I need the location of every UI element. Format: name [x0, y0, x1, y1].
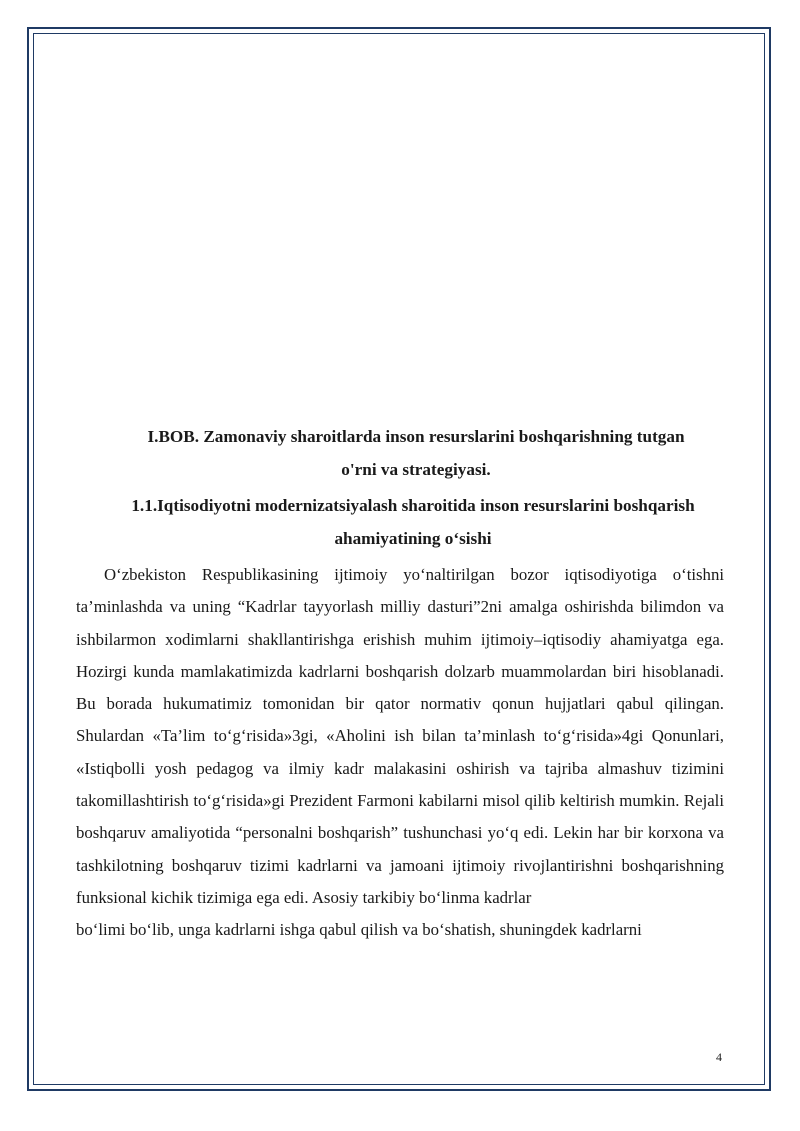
- chapter-title-line-2: o'rni va strategiyasi.: [341, 460, 491, 479]
- section-title-line-1: 1.1.Iqtisodiyotni modernizatsiyalash sharoitida inson resurslarini boshqarish: [131, 496, 695, 515]
- body-text: O‘zbekiston Respublikasining ijtimoiy yo‘naltirilgan bozor iqtisodiyotiga o‘tishni ta’minlashda va uning “Kadrlar tayyorlash milliy dasturi”2ni amalga oshirishda bilimdon va ishbilarmon xodimlarni shakllantirishga erishish muhim ijtimoiy–iqtisodiy ahamiyatga ega. Hozirgi kunda mamlakatimizda kadrlarni boshqarish dolzarb muammolardan biri hisoblanadi. Bu borada hukumatimiz tomonidan bir qator normativ qonun hujjatlari qabul qilingan. Shulardan «Ta’lim to‘g‘risida»3gi, «Aholini ish bilan ta’minlash to‘g‘risida»4gi Qonunlari, «Istiqbolli yosh pedagog va ilmiy kadr malakasini oshirish va tajriba almashuv tizimini takomillashtirish to‘g‘risida»gi Prezident Farmoni kabilarni misol qilib keltirish mumkin. Rejali boshqaruv amaliyotida “personalni boshqarish” tushunchasi yo‘q edi. Lekin har bir korxona va tashkilotning boshqaruv tizimi kadrlarni va jamoani ijtimoiy rivojlantirishni boshqarishning funksional kichik tizimiga ega edi. Asosiy tarkibiy bo‘linma kadrlar: [76, 565, 724, 907]
- body-paragraph-last-line: [76, 914, 724, 946]
- section-title: [76, 489, 724, 555]
- body-last-line: bo‘limi bo‘lib, unga kadrlarni ishga qabul qilish va bo‘shatish, shuningdek kadrlarni: [76, 920, 642, 940]
- page-content: [76, 420, 724, 947]
- body-paragraph: [76, 559, 724, 914]
- page-number: 4: [716, 1050, 722, 1064]
- chapter-title: [76, 420, 724, 486]
- section-title-line-2: ahamiyatining o‘sishi: [334, 529, 492, 548]
- chapter-title-line-1: I.BOB. Zamonaviy sharoitlarda inson resurslarini boshqarishning tutgan: [147, 427, 685, 446]
